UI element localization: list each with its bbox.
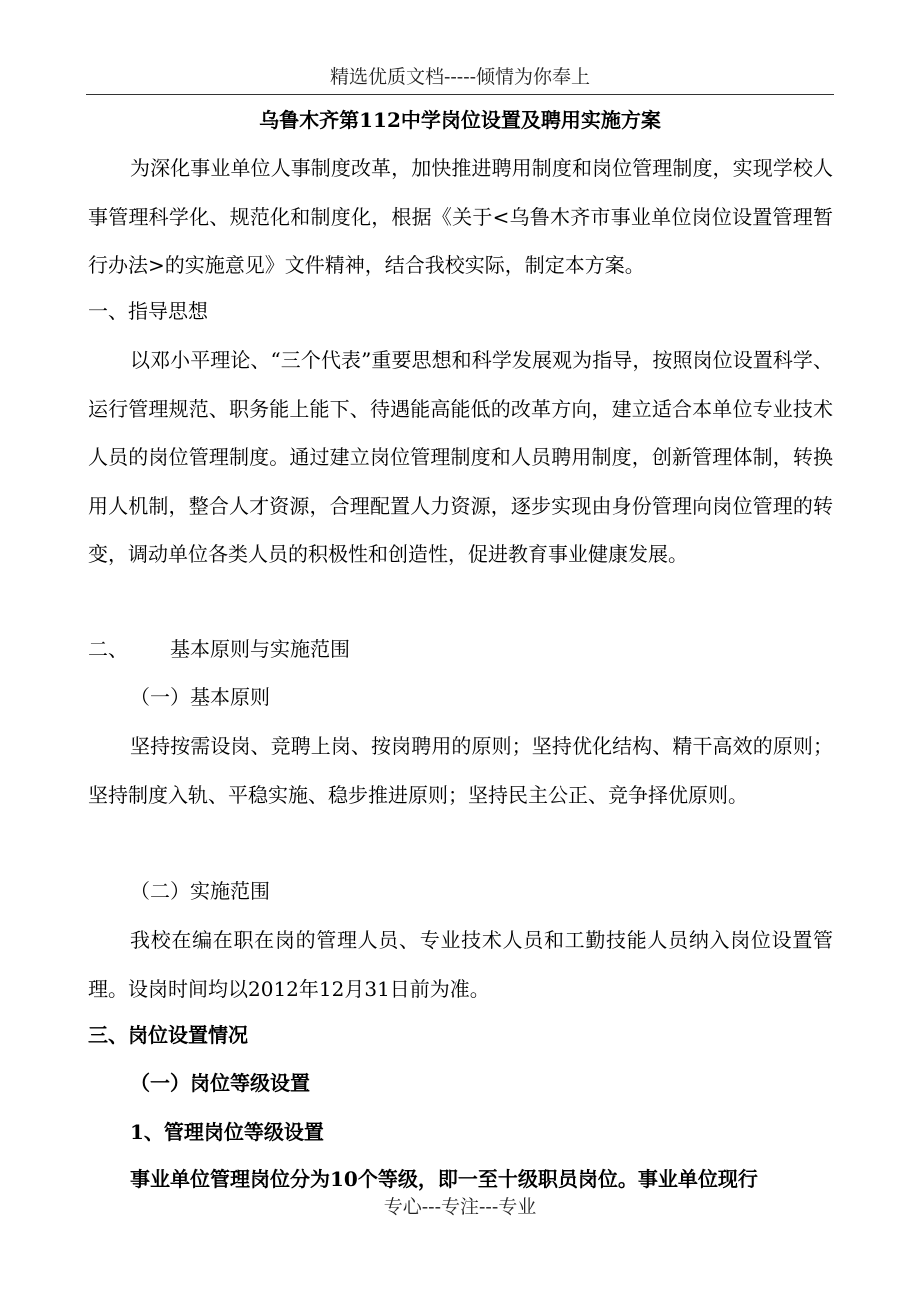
section-1-heading: 一、指导思想 bbox=[88, 299, 208, 323]
intro-paragraph: 为深化事业单位人事制度改革，加快推进聘用制度和岗位管理制度，实现学校人事管理科学化、规范化和制度化，根据《关于<乌鲁木齐市事业单位岗位设置管理暂行办法>的实施意见》文件精神，结合我校实际，制定本方案。 bbox=[88, 156, 833, 277]
section-2-sub2-heading: （二）实施范围 bbox=[130, 879, 270, 903]
section-2-sub1-body: 坚持按需设岗、竞聘上岗、按岗聘用的原则；坚持优化结构、精干高效的原则；坚持制度入轨、平稳实施、稳步推进原则；坚持民主公正、竞争择优原则。 bbox=[88, 734, 833, 807]
section-2-sub1-heading: （一）基本原则 bbox=[130, 685, 270, 709]
section-2-heading bbox=[88, 634, 350, 664]
section-1-body: 以邓小平理论、“三个代表”重要思想和科学发展观为指导，按照岗位设置科学、运行管理规范、职务能上能下、待遇能高能低的改革方向，建立适合本单位专业技术人员的岗位管理制度。通过建立岗位管理制度和人员聘用制度，创新管理体制，转换用人机制，整合人才资源，合理配置人力资源，逐步实现由身份管理向岗位管理的转变，调动单位各类人员的积极性和创造性，促进教育事业健康发展。 bbox=[88, 348, 833, 566]
section-2-sub2-body: 我校在编在职在岗的管理人员、专业技术人员和工勤技能人员纳入岗位设置管理。设岗时间均以2012年12月31日前为准。 bbox=[88, 928, 833, 1001]
section-3-item1-body: 事业单位管理岗位分为10个等级，即一至十级职员岗位。事业单位现行 bbox=[130, 1167, 758, 1191]
page-footer: 专心---专注---专业 bbox=[383, 1196, 537, 1218]
document-title: 乌鲁木齐第112中学岗位设置及聘用实施方案 bbox=[259, 108, 661, 132]
header-divider bbox=[86, 94, 834, 95]
section-3-heading: 三、岗位设置情况 bbox=[88, 1023, 248, 1047]
section-2-title: 基本原则与实施范围 bbox=[170, 637, 350, 661]
page-header: 精选优质文档-----倾情为你奉上 bbox=[329, 66, 591, 88]
section-3-item1-heading: 1、管理岗位等级设置 bbox=[130, 1120, 324, 1144]
section-2-number: 二、 bbox=[88, 637, 128, 661]
section-3-sub1-heading: （一）岗位等级设置 bbox=[130, 1071, 310, 1095]
